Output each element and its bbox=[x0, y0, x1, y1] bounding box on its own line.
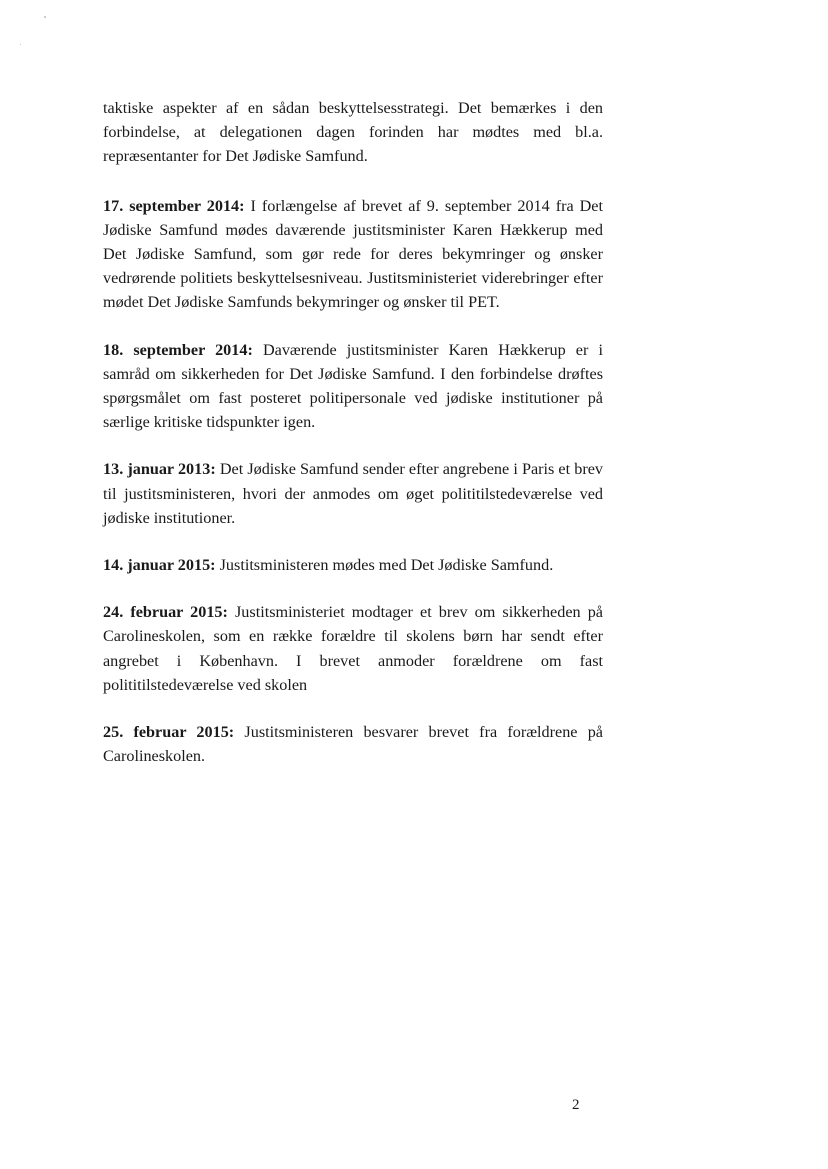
timeline-entry bbox=[103, 600, 603, 697]
entry-text: Justitsministeren mødes med Det Jødiske Samfund. bbox=[215, 556, 554, 575]
entry-date: 25. februar 2015: bbox=[103, 723, 235, 742]
entry-date: 24. februar 2015: bbox=[103, 603, 228, 622]
entry-text: Daværende justitsminister Karen Hækkerup er i samråd om sikkerheden for Det Jødiske Samfund. I den forbindelse drøftes spørgsmålet om fast posteret politipersonale ved jødiske institutioner på særlige kritiske tidspunkter igen. bbox=[103, 340, 603, 432]
entry-text: Justitsministeriet modtager et brev om sikkerheden på Carolineskolen, som en række forældre til skolens børn har sendt efter angrebet i København. I brevet anmoder forældrene om fast polititilstedeværelse ved skolen bbox=[103, 603, 603, 694]
document-body bbox=[103, 96, 603, 791]
scan-speck bbox=[44, 16, 46, 18]
entry-date: 17. september 2014: bbox=[103, 196, 245, 215]
timeline-entry bbox=[103, 457, 603, 530]
entry-date: 14. januar 2015: bbox=[103, 556, 216, 575]
entry-text: I forlængelse af brevet af 9. september 2014 fra Det Jødiske Samfund mødes daværende justitsminister Karen Hækkerup med Det Jødiske Samfund, som gør rede for deres bekymringer og ønsker vedrørende politiets beskyttelsesniveau. Justitsministeriet viderebringer efter mødet Det Jødiske Samfunds bekymringer og ønsker til PET. bbox=[103, 196, 603, 312]
timeline-entry bbox=[103, 338, 603, 435]
timeline-entry bbox=[103, 553, 603, 577]
timeline-entry bbox=[103, 720, 603, 768]
timeline-entry bbox=[103, 194, 603, 315]
page-number: 2 bbox=[572, 1097, 580, 1113]
intro-paragraph: taktiske aspekter af en sådan beskyttelsesstrategi. Det bemærkes i den forbindelse, at delegationen dagen forinden har mødtes med bl.a. repræsentanter for Det Jødiske Samfund. bbox=[103, 99, 603, 166]
entry-date: 13. januar 2013: bbox=[103, 460, 216, 479]
entry-date: 18. september 2014: bbox=[103, 340, 253, 359]
entry-text: Det Jødiske Samfund sender efter angrebene i Paris et brev til justitsministeren, hvori der anmodes om øget polititilstedeværelse ved jødiske institutioner. bbox=[103, 460, 603, 527]
scan-speck bbox=[20, 44, 21, 45]
entry-text: Justitsministeren besvarer brevet fra forældrene på Carolineskolen. bbox=[103, 723, 603, 766]
